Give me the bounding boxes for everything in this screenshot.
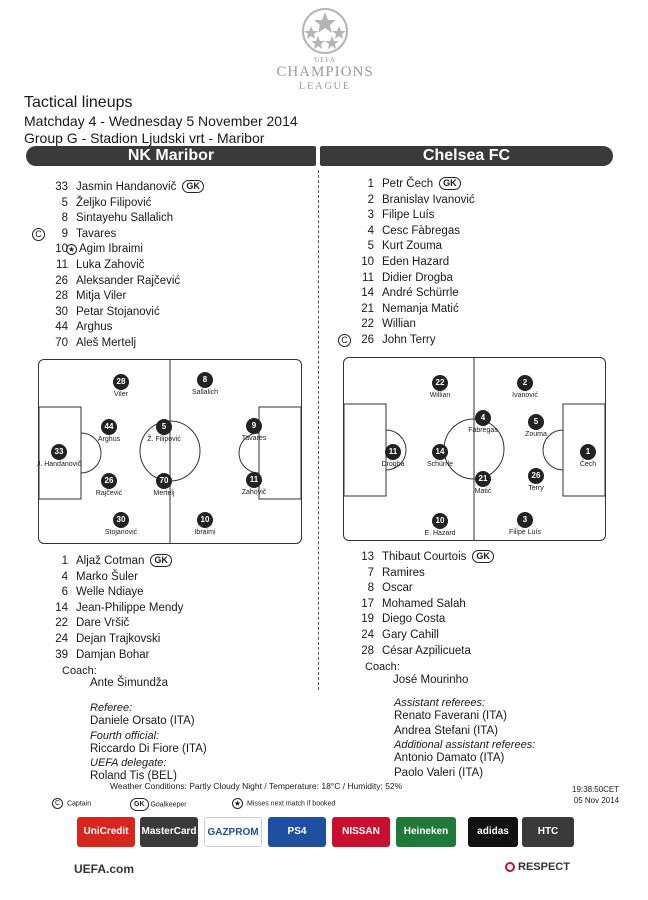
- player-name: Petar Stojanović: [76, 305, 160, 318]
- player-row: [46, 196, 306, 212]
- player-token: 21: [475, 471, 491, 487]
- player-row: [46, 648, 306, 664]
- sponsor-logo: adidas: [468, 817, 518, 847]
- sponsor-logo: HTC: [522, 817, 574, 847]
- weather-conditions: Weather Conditions: Partly Cloudy Night / Temperature: 18°C / Humidity: 52%: [110, 781, 403, 791]
- player-token: 10: [432, 513, 448, 529]
- player-number: 10: [55, 243, 68, 256]
- player-row: [46, 305, 306, 321]
- goalkeeper-icon: GK: [472, 550, 494, 563]
- player-token-label: Tavares: [241, 435, 267, 442]
- captain-icon: C: [338, 334, 351, 347]
- star-icon: ★: [233, 799, 242, 808]
- player-token-label: Arghus: [97, 436, 121, 443]
- player-row: [46, 554, 306, 570]
- player-name: Jean-Philippe Mendy: [76, 601, 184, 614]
- player-name: Aleksander Rajčević: [76, 274, 181, 287]
- assistant-referee-2: Andrea Stefani (ITA): [394, 725, 498, 737]
- player-number: 39: [55, 648, 68, 661]
- player-number: 2: [367, 193, 374, 206]
- player-name: Dare Vršič: [76, 617, 130, 630]
- player-name: Filipe Luís: [382, 209, 435, 222]
- player-name-cell: [382, 566, 425, 582]
- player-token-label: Sallalich: [191, 389, 219, 396]
- player-token-label: Willian: [429, 392, 451, 399]
- player-number: 19: [361, 613, 374, 626]
- away-formation-pitch: [343, 357, 606, 541]
- player-number: 1: [367, 178, 374, 190]
- player-row: [46, 336, 306, 352]
- player-name: André Schürrle: [382, 287, 459, 300]
- legend-goalkeeper: [130, 798, 187, 811]
- player-name-cell: [76, 616, 129, 632]
- player-token: 5: [156, 419, 172, 435]
- player-number: 8: [367, 582, 374, 595]
- player-name-cell: [76, 196, 151, 212]
- player-number: 5: [367, 240, 374, 253]
- player-name-cell: [76, 570, 138, 586]
- player-row: [352, 193, 612, 209]
- captain-icon: C: [32, 228, 45, 241]
- uefa-com-link[interactable]: UEFA.com: [74, 862, 135, 876]
- player-name-cell: [76, 258, 144, 274]
- player-row: [352, 302, 612, 318]
- player-token: 22: [432, 375, 448, 391]
- respect-icon: [505, 862, 515, 872]
- player-name: Branislav Ivanović: [382, 193, 475, 206]
- player-name: Gary Cahill: [382, 628, 439, 641]
- player-token: 10: [197, 512, 213, 528]
- player-row: [341, 333, 612, 349]
- player-name-cell: [76, 585, 144, 601]
- player-row: [46, 211, 306, 227]
- goalkeeper-icon: GK: [150, 554, 172, 567]
- legend-suspension: [232, 798, 335, 809]
- player-name: Luka Zahovič: [76, 258, 145, 271]
- player-token: 2: [517, 375, 533, 391]
- player-token: 11: [246, 472, 262, 488]
- assistant-referee-1: Renato Faverani (ITA): [394, 710, 507, 722]
- player-token-label: Viler: [114, 391, 128, 398]
- player-name-cell: [382, 317, 416, 333]
- respect-label: RESPECT: [518, 861, 570, 873]
- player-row: [46, 258, 306, 274]
- player-token: 5: [528, 414, 544, 430]
- player-row: [352, 612, 612, 628]
- player-number: 33: [55, 181, 68, 193]
- player-row: [46, 180, 306, 196]
- timestamp: [572, 784, 619, 806]
- player-name: Arghus: [76, 321, 113, 334]
- player-name-cell: [382, 628, 439, 644]
- player-name-cell: [382, 612, 445, 628]
- player-name-cell: [382, 550, 494, 566]
- sponsor-logo: Heineken: [396, 817, 456, 847]
- sponsor-logo: PS4: [268, 817, 326, 847]
- player-name: Nemanja Matić: [382, 302, 459, 315]
- player-name-cell: [66, 242, 143, 258]
- additional-assistant-referee-2: Paolo Valeri (ITA): [394, 767, 484, 779]
- column-divider: [318, 170, 319, 690]
- player-row: [46, 242, 306, 258]
- player-token: 28: [113, 374, 129, 390]
- player-name-cell: [76, 320, 112, 336]
- player-token: 4: [475, 410, 491, 426]
- player-number: 21: [361, 302, 374, 315]
- player-name-cell: [382, 597, 466, 613]
- player-token-label: J. Handanovič: [36, 461, 82, 468]
- player-number: 7: [367, 566, 374, 579]
- player-number: 10: [361, 255, 374, 268]
- player-number: 8: [61, 212, 68, 225]
- player-row: [352, 644, 612, 660]
- player-number: 4: [367, 224, 374, 237]
- player-name: Mitja Viler: [76, 290, 127, 303]
- player-token: 14: [432, 444, 448, 460]
- player-name: Cesc Fàbregas: [382, 224, 460, 237]
- goalkeeper-icon: GK: [130, 798, 149, 811]
- player-name-cell: [382, 239, 442, 255]
- page-title: Tactical lineups: [24, 94, 133, 111]
- player-token-label: Rajčević: [95, 490, 123, 497]
- pitch-markings: [344, 358, 605, 540]
- player-name: Marko Šuler: [76, 570, 138, 583]
- player-token-label: Zahovič: [241, 489, 267, 496]
- legend-captain: [52, 798, 91, 809]
- uefa-delegate-name: Roland Tis (BEL): [90, 770, 177, 782]
- player-name: Didier Drogba: [382, 271, 453, 284]
- player-row: [352, 208, 612, 224]
- player-name-cell: [382, 255, 449, 271]
- player-number: 26: [361, 333, 374, 346]
- player-row: [352, 597, 612, 613]
- logo-text-uefa: UEFA: [314, 56, 336, 64]
- referee-name: Daniele Orsato (ITA): [90, 715, 195, 727]
- player-name: Damjan Bohar: [76, 648, 150, 661]
- additional-assistant-referee-1: Antonio Damato (ITA): [394, 752, 505, 764]
- player-token: 70: [156, 473, 172, 489]
- player-token-label: Zouma: [525, 431, 547, 438]
- player-name-cell: [76, 632, 160, 648]
- player-name: Willian: [382, 318, 416, 331]
- player-number: 24: [55, 632, 68, 645]
- player-number: 70: [55, 336, 68, 349]
- player-name: Mohamed Salah: [382, 597, 466, 610]
- player-number: 22: [361, 318, 374, 331]
- player-token-label: Terry: [528, 485, 544, 492]
- home-formation-pitch: [38, 359, 302, 544]
- player-token: 1: [580, 444, 596, 460]
- player-number: 1: [61, 555, 68, 567]
- match-date: Matchday 4 - Wednesday 5 November 2014: [24, 113, 298, 129]
- player-row: [352, 317, 612, 333]
- legend-suspension-label: Misses next match if booked: [246, 800, 336, 808]
- legend-goalkeeper-label: Goalkeeper: [150, 801, 187, 809]
- fourth-official-name: Riccardo Di Fiore (ITA): [90, 743, 207, 755]
- player-name-cell: [76, 554, 172, 570]
- player-name-cell: [76, 648, 150, 664]
- away-coach-name: José Mourinho: [393, 674, 469, 686]
- player-name-cell: [76, 274, 180, 290]
- additional-assistant-referees-label: Additional assistant referees:: [394, 739, 536, 751]
- player-number: 30: [55, 305, 68, 318]
- player-name-cell: [382, 224, 460, 240]
- timestamp-date: 05 Nov 2014: [573, 796, 620, 805]
- player-number: 22: [55, 617, 68, 630]
- player-row: [35, 227, 306, 243]
- player-name-cell: [382, 271, 453, 287]
- player-number: 24: [361, 628, 374, 641]
- player-number: 11: [56, 258, 68, 271]
- player-token: 11: [385, 444, 401, 460]
- player-row: [46, 274, 306, 290]
- away-team-bar: Chelsea FC: [320, 146, 613, 166]
- player-token-label: Fàbregas: [468, 427, 498, 434]
- player-row: [352, 271, 612, 287]
- assistant-referees-label: Assistant referees:: [394, 697, 486, 709]
- player-name: Aljaž Cotman: [76, 555, 145, 567]
- player-name-cell: [76, 211, 173, 227]
- player-row: [352, 550, 612, 566]
- player-name: Eden Hazard: [382, 255, 450, 268]
- player-name: Kurt Zouma: [382, 240, 443, 253]
- player-name: Diego Costa: [382, 613, 446, 626]
- player-token: 26: [101, 473, 117, 489]
- player-name: Tavares: [76, 227, 117, 240]
- player-name: John Terry: [382, 333, 436, 346]
- logo-text-league: LEAGUE: [299, 81, 351, 92]
- player-token: 44: [101, 419, 117, 435]
- player-number: 14: [55, 601, 68, 614]
- player-number: 5: [61, 196, 68, 209]
- player-row: [352, 566, 612, 582]
- home-coach-name: Ante Šimundža: [90, 677, 168, 689]
- player-token-label: Ibraimi: [194, 529, 216, 536]
- player-row: [46, 570, 306, 586]
- sponsor-logo: MasterCard: [140, 817, 198, 847]
- player-row: [352, 224, 612, 240]
- player-name: César Azpilicueta: [382, 644, 471, 657]
- sponsor-logo: NISSAN: [332, 817, 390, 847]
- player-row: [46, 632, 306, 648]
- player-token: 8: [197, 372, 213, 388]
- player-row: [46, 320, 306, 336]
- player-number: 13: [361, 551, 374, 563]
- player-name-cell: [76, 180, 204, 196]
- player-token-label: Mertelj: [153, 490, 175, 497]
- player-row: [352, 581, 612, 597]
- player-number: 44: [55, 321, 68, 334]
- player-token-label: Matić: [474, 488, 492, 495]
- uefa-delegate-label: UEFA delegate:: [90, 757, 167, 769]
- sponsor-logo: UniCredit: [77, 817, 135, 847]
- player-name-cell: [382, 177, 461, 193]
- player-token-label: Filipe Luís: [509, 529, 541, 536]
- player-row: [352, 628, 612, 644]
- player-row: [352, 286, 612, 302]
- captain-icon: C: [52, 798, 63, 809]
- player-token-label: Stojanović: [104, 529, 138, 536]
- player-token: 30: [113, 512, 129, 528]
- player-name-cell: [382, 333, 435, 349]
- player-number: 6: [61, 586, 68, 599]
- legend-captain-label: Captain: [66, 800, 92, 808]
- player-name: Ramires: [382, 566, 425, 579]
- referee-label: Referee:: [90, 702, 133, 714]
- player-number: 3: [367, 209, 374, 222]
- player-name: Aleš Mertelj: [76, 336, 137, 349]
- player-token: 9: [246, 418, 262, 434]
- home-substitutes-list: [46, 554, 306, 663]
- player-number: 17: [361, 597, 374, 610]
- home-team-bar: NK Maribor: [26, 146, 316, 166]
- player-token: 3: [517, 512, 533, 528]
- match-venue: Group G - Stadion Ljudski vrt - Maribor: [24, 130, 265, 146]
- logo-text-champions: CHAMPIONS: [276, 64, 374, 80]
- player-row: [352, 177, 612, 193]
- player-row: [46, 585, 306, 601]
- player-name-cell: [76, 227, 116, 243]
- player-token: 33: [51, 444, 67, 460]
- player-number: 26: [55, 274, 68, 287]
- away-coach-label: Coach:: [365, 661, 400, 673]
- player-token: 26: [528, 468, 544, 484]
- player-token-label: Ž. Filipović: [147, 436, 181, 443]
- player-row: [352, 239, 612, 255]
- player-name-cell: [76, 601, 183, 617]
- player-row: [46, 601, 306, 617]
- player-name-cell: [382, 302, 459, 318]
- player-name-cell: [76, 289, 126, 305]
- away-substitutes-list: [352, 550, 612, 659]
- player-name: Oscar: [382, 582, 413, 595]
- player-name-cell: [382, 644, 471, 660]
- home-coach-label: Coach:: [62, 665, 97, 677]
- player-token-label: Ivanović: [512, 392, 538, 399]
- player-name-cell: [382, 581, 413, 597]
- player-name: Sintayehu Sallalich: [76, 212, 174, 225]
- sponsor-logo: GAZPROM: [204, 817, 262, 847]
- starball-icon: [300, 6, 350, 56]
- player-number: 28: [55, 290, 68, 303]
- player-name-cell: [76, 336, 136, 352]
- respect-logo: [505, 861, 570, 873]
- player-name-cell: [382, 193, 475, 209]
- home-starting-list: [35, 180, 306, 352]
- player-number: 9: [61, 227, 68, 240]
- player-token-label: E. Hazard: [424, 530, 456, 537]
- goalkeeper-icon: GK: [439, 177, 461, 190]
- player-name: Dejan Trajkovski: [76, 632, 161, 645]
- player-name-cell: [76, 305, 160, 321]
- pitch-markings: [36, 360, 301, 543]
- star-icon: ★: [67, 244, 76, 254]
- player-name: Agim Ibraimi: [79, 243, 143, 256]
- player-number: 28: [361, 644, 374, 657]
- player-row: [46, 616, 306, 632]
- timestamp-time: 19:38:50CET: [572, 785, 620, 794]
- player-row: [352, 255, 612, 271]
- player-name-cell: [382, 208, 434, 224]
- fourth-official-label: Fourth official:: [90, 730, 160, 742]
- player-name: Thibaut Courtois: [382, 551, 467, 563]
- player-name: Petr Čech: [382, 178, 434, 190]
- player-number: 4: [61, 570, 68, 583]
- player-name: Jasmin Handanovič: [76, 181, 177, 193]
- player-token-label: Schürrle: [426, 461, 454, 468]
- goalkeeper-icon: GK: [182, 180, 204, 193]
- away-starting-list: [341, 177, 612, 349]
- player-name-cell: [382, 286, 459, 302]
- player-row: [46, 289, 306, 305]
- player-token-label: Čech: [579, 461, 597, 468]
- player-number: 11: [362, 271, 374, 284]
- player-name: Welle Ndiaye: [76, 586, 144, 599]
- player-name: Željko Filipović: [76, 196, 152, 209]
- player-token-label: Drogba: [381, 461, 405, 468]
- champions-league-logo: [270, 6, 380, 104]
- player-number: 14: [361, 287, 374, 300]
